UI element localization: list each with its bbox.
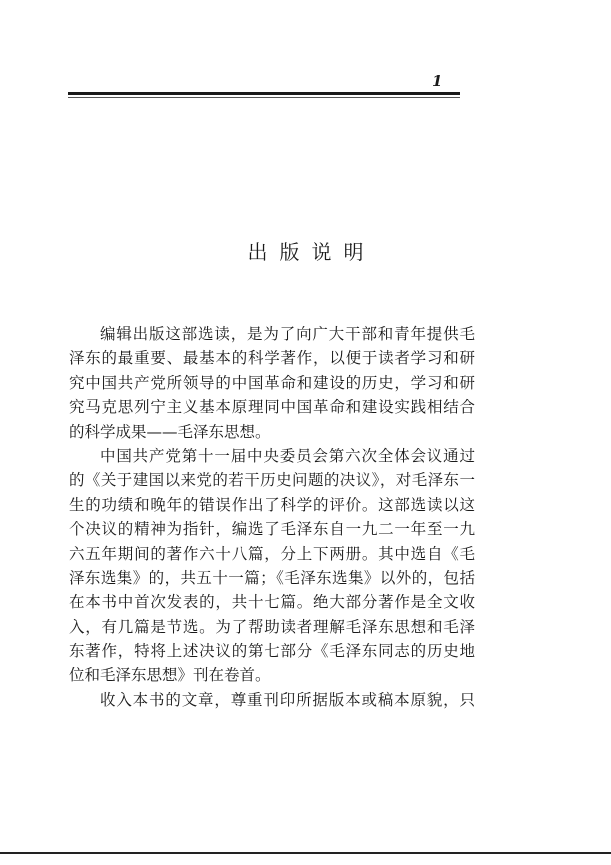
page-number: 1 bbox=[432, 72, 443, 90]
paragraph-2-line-5: 六五年期间的著作六十八篇，分上下两册。其中选自《毛 bbox=[69, 544, 475, 563]
paragraph-2-line-7: 在本书中首次发表的，共十七篇。绝大部分著作是全文收 bbox=[69, 593, 475, 612]
page-title: 出版说明 bbox=[247, 240, 376, 264]
bottom-edge-rule bbox=[0, 852, 611, 854]
paragraph-2-line-6: 泽东选集》的，共五十一篇；《毛泽东选集》以外的，包括 bbox=[69, 568, 475, 587]
paragraph-2-line-2: 的《关于建国以来党的若干历史问题的决议》，对毛泽东一 bbox=[69, 471, 475, 490]
paragraph-1-line-5: 的科学成果——毛泽东思想。 bbox=[69, 422, 271, 441]
paragraph-3-line-1: 收入本书的文章，尊重刊印所据版本或稿本原貌，只 bbox=[100, 690, 475, 709]
paragraph-2-line-4: 个决议的精神为指针，编选了毛泽东自一九二一年至一九 bbox=[69, 520, 475, 539]
paragraph-2-line-10: 位和毛泽东思想》刊在卷首。 bbox=[69, 666, 271, 685]
paragraph-2-line-1: 中国共产党第十一届中央委员会第六次全体会议通过 bbox=[100, 446, 475, 465]
header-rule-thin bbox=[68, 97, 460, 98]
paragraph-1-line-4: 究马克思列宁主义基本原理同中国革命和建设实践相结合 bbox=[69, 398, 475, 417]
paragraph-2-line-8: 入，有几篇是节选。为了帮助读者理解毛泽东思想和毛泽 bbox=[69, 617, 475, 636]
paragraph-2-line-3: 生的功绩和晚年的错误作出了科学的评价。这部选读以这 bbox=[69, 495, 475, 514]
body-text bbox=[69, 322, 475, 712]
paragraph-2-line-9: 东著作，特将上述决议的第七部分《毛泽东同志的历史地 bbox=[69, 642, 475, 661]
paragraph-1-line-2: 泽东的最重要、最基本的科学著作，以便于读者学习和研 bbox=[69, 349, 475, 368]
paragraph-1-line-3: 究中国共产党所领导的中国革命和建设的历史，学习和研 bbox=[69, 373, 475, 392]
paragraph-1-line-1: 编辑出版这部选读，是为了向广大干部和青年提供毛 bbox=[100, 325, 475, 343]
header-rule bbox=[68, 92, 460, 95]
